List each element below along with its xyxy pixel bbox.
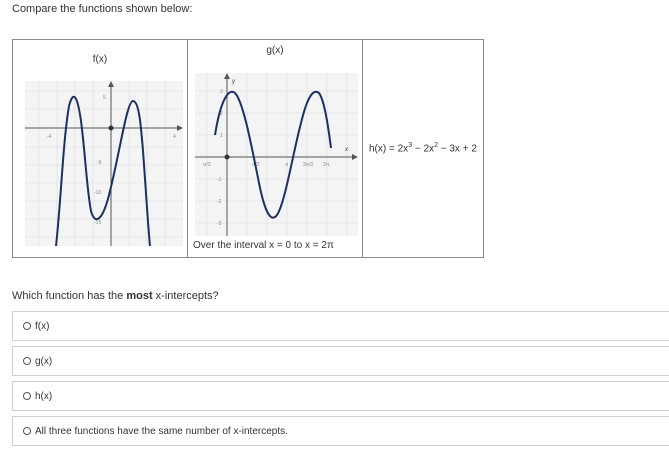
question-bold: most (126, 290, 153, 302)
f-graph (25, 81, 183, 246)
g-tick-3pi-half: 3π/2 (303, 162, 314, 168)
choice-label: g(x) (35, 355, 53, 367)
g-graph-svg (195, 73, 358, 236)
question-text (12, 290, 219, 302)
g-tick-2pi: 2π (323, 162, 330, 168)
f-tick-y-bot: -15 (94, 220, 102, 226)
functions-table (12, 39, 484, 258)
g-curve (215, 92, 331, 218)
g-tick-y2: 2 (220, 111, 223, 117)
g-tick-y1: 1 (220, 133, 223, 139)
g-tick-y3: 3 (220, 89, 223, 95)
f-cell (13, 40, 188, 257)
prompt-text: Compare the functions shown below: (12, 3, 193, 15)
question-after: x-intercepts? (152, 290, 219, 302)
g-tick-yn2: -2 (217, 199, 222, 205)
h-formula-exp-3: 3 (408, 142, 413, 149)
h-formula-part-3: − 3x + 2 (437, 143, 477, 155)
g-interval: Over the interval x = 0 to x = 2π (193, 240, 334, 251)
g-cell (188, 40, 363, 257)
g-axis-x-label: x (345, 147, 348, 153)
choice-g[interactable] (12, 346, 669, 376)
question-before: Which function has the (12, 290, 127, 302)
radio-icon[interactable] (23, 392, 31, 400)
g-tick-yn3: -3 (217, 221, 222, 227)
h-formula-part-2: − 2x (412, 143, 435, 155)
radio-icon[interactable] (23, 357, 31, 365)
choice-label: f(x) (35, 320, 50, 332)
choice-label: All three functions have the same number of x-intercepts. (35, 425, 288, 437)
g-title: g(x) (266, 45, 284, 56)
g-tick-pi: π (285, 162, 289, 168)
choice-all-same[interactable] (12, 416, 669, 446)
choice-f[interactable] (12, 311, 669, 341)
h-formula (369, 142, 477, 154)
f-tick-y-mid2: -10 (94, 190, 102, 196)
f-tick-x-pos: 4 (173, 134, 176, 140)
g-axis-y-label: y (232, 79, 235, 85)
h-formula-part-1: h(x) = 2x (369, 143, 409, 155)
radio-icon[interactable] (23, 322, 31, 330)
g-tick-pi-half: π/2 (252, 162, 260, 168)
f-graph-svg (25, 81, 183, 246)
g-tick-yn1: -1 (217, 177, 222, 183)
f-title: f(x) (92, 54, 108, 65)
h-formula-exp-2: 2 (434, 142, 438, 149)
g-graph (195, 73, 358, 236)
f-tick-y-mid1: -5 (97, 160, 102, 166)
f-curve (56, 97, 150, 246)
f-tick-y-top: 5 (103, 95, 106, 101)
f-tick-x-neg: -4 (47, 134, 52, 140)
h-cell (363, 40, 484, 257)
choice-h[interactable] (12, 381, 669, 411)
g-tick-neg-half-pi: π/2 (203, 162, 211, 168)
radio-icon[interactable] (23, 427, 31, 435)
choice-label: h(x) (35, 390, 53, 402)
